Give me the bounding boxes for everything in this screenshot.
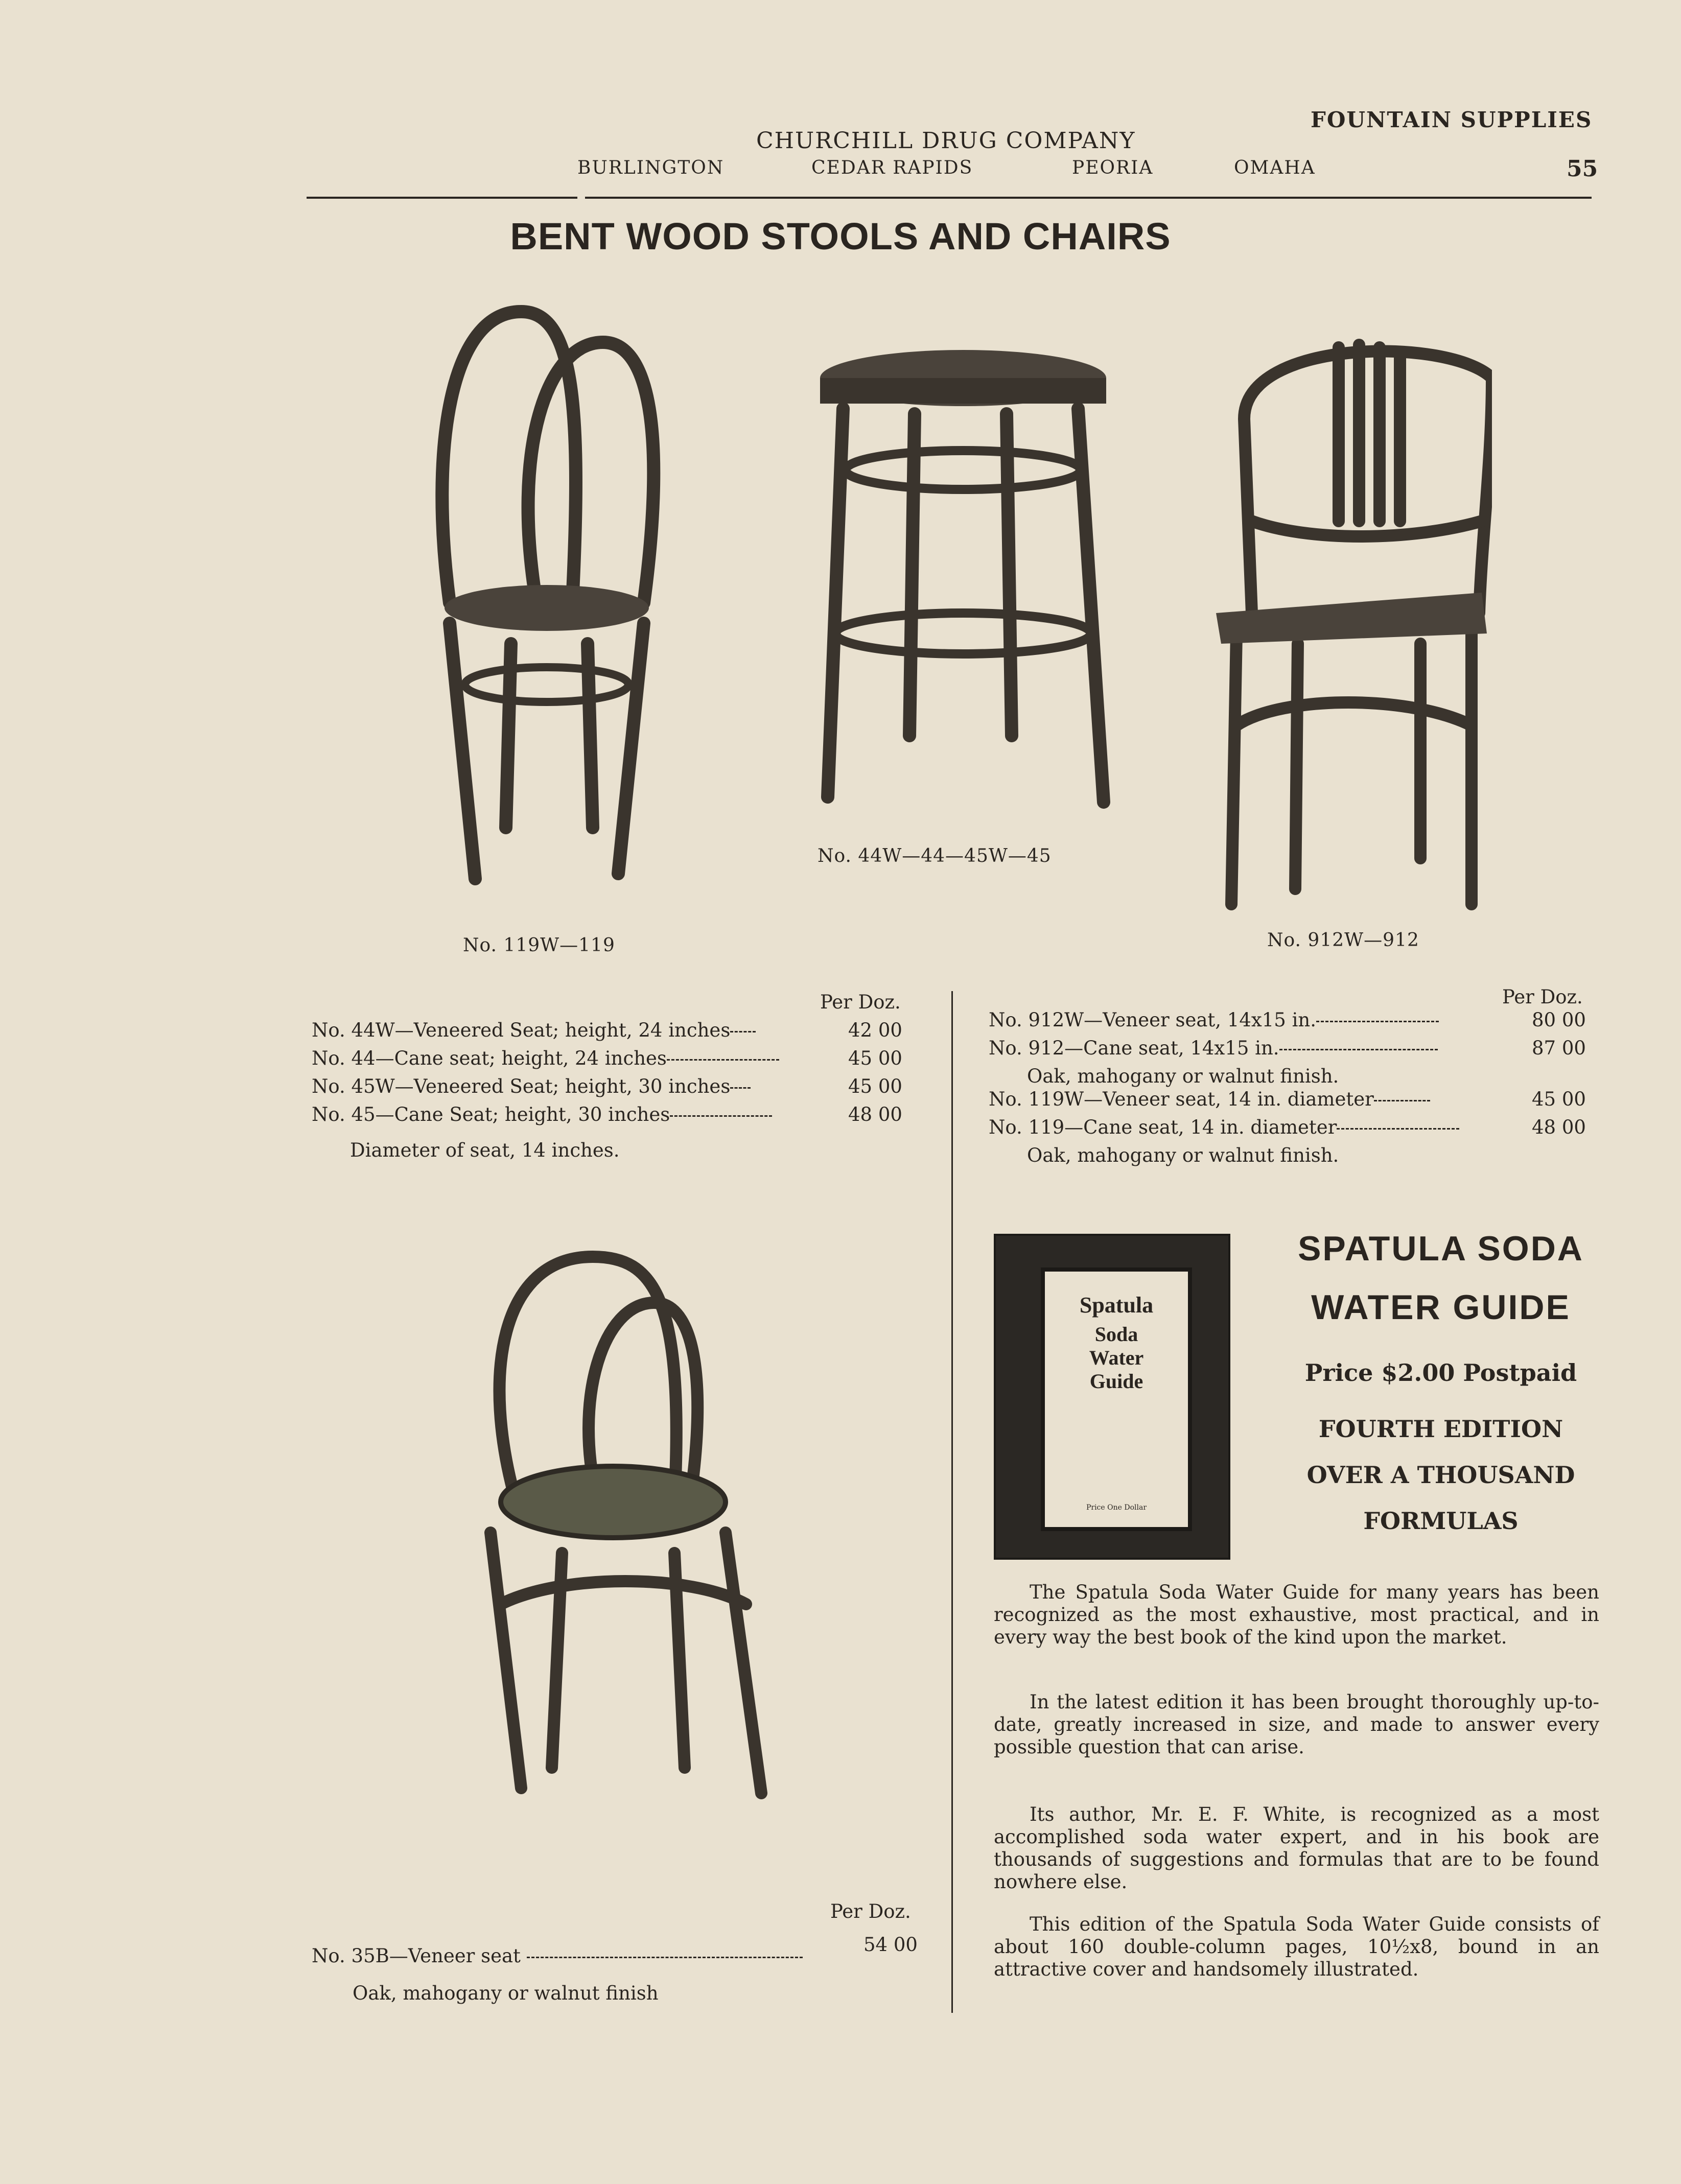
chair-912-caption: No. 912W—912: [1267, 930, 1419, 951]
left-table-note: Diameter of seat, 14 inches.: [350, 1139, 620, 1161]
table-row: [989, 1009, 1439, 1031]
table-row: [312, 1047, 779, 1069]
section-title: FOUNTAIN SUPPLIES: [1311, 107, 1593, 132]
row-label: No. 35B—Veneer seat: [312, 1945, 521, 1967]
ad-paragraph-2: In the latest edition it has been brought thoroughly up-to-date, greatly increased in size, and made to answer every possible question that can arise.: [994, 1691, 1599, 1758]
chair-35-note: Oak, mahogany or walnut finish: [353, 1982, 659, 2004]
ad-edition: FOURTH EDITION: [1318, 1415, 1563, 1443]
table-row: [312, 1075, 751, 1097]
book-cover-soda: Soda: [1094, 1323, 1138, 1346]
right-table-note-2: Oak, mahogany or walnut finish.: [1027, 1144, 1339, 1166]
row-price: 45 00: [848, 1047, 902, 1069]
row-price: 48 00: [848, 1103, 902, 1125]
table-row: [989, 1116, 1459, 1138]
row-label: No. 912—Cane seat, 14x15 in.: [989, 1037, 1279, 1059]
table-row: [989, 1037, 1438, 1059]
header-rule-right: [585, 197, 1592, 199]
ad-paragraph-3: Its author, Mr. E. F. White, is recognized as a most accomplished soda water expert, and in his book are thousands of suggestions and formulas that are to be found nowhere else.: [994, 1803, 1599, 1893]
page-number: 55: [1567, 156, 1598, 182]
city-peoria: PEORIA: [1072, 157, 1154, 178]
ad-price: Price $2.00 Postpaid: [1304, 1359, 1577, 1387]
book-cover-guide: Guide: [1089, 1370, 1143, 1393]
book-cover-water: Water: [1089, 1346, 1144, 1369]
row-label: No. 119—Cane seat, 14 in. diameter: [989, 1116, 1337, 1138]
row-price: 48 00: [1532, 1116, 1586, 1138]
book-cover-image: [994, 1234, 1230, 1560]
row-price: 80 00: [1532, 1009, 1586, 1031]
row-label: No. 119W—Veneer seat, 14 in. diameter: [989, 1088, 1374, 1110]
page-title: BENT WOOD STOOLS AND CHAIRS: [510, 215, 1171, 257]
left-per-doz-label: Per Doz.: [820, 991, 901, 1013]
row-price: 45 00: [848, 1075, 902, 1097]
city-cedar-rapids: CEDAR RAPIDS: [811, 157, 973, 178]
stool-44-illustration: [812, 347, 1114, 817]
chair-35-per-doz-label: Per Doz.: [830, 1900, 911, 1922]
ad-formulas-line-2: FORMULAS: [1363, 1507, 1519, 1535]
chair-35-illustration: [460, 1247, 787, 1814]
chair-119-caption: No. 119W—119: [463, 935, 615, 956]
city-omaha: OMAHA: [1234, 157, 1316, 178]
row-price: 45 00: [1532, 1088, 1586, 1110]
row-label: No. 44—Cane seat; height, 24 inches: [312, 1047, 667, 1069]
column-divider: [951, 991, 953, 2013]
stool-44-caption: No. 44W—44—45W—45: [818, 846, 1052, 866]
city-burlington: BURLINGTON: [577, 157, 725, 178]
right-table-note-1: Oak, mahogany or walnut finish.: [1027, 1065, 1339, 1087]
table-row: [312, 1945, 803, 1967]
chair-119-illustration: [419, 296, 685, 909]
table-row: [312, 1103, 772, 1125]
row-price: 42 00: [848, 1019, 902, 1041]
row-label: No. 44W—Veneered Seat; height, 24 inches: [312, 1019, 731, 1041]
book-cover-price: Price One Dollar: [1086, 1504, 1147, 1512]
ad-formulas-line-1: OVER A THOUSAND: [1306, 1461, 1575, 1489]
ad-title-line-1: SPATULA SODA: [1298, 1229, 1584, 1268]
ad-paragraph-4: This edition of the Spatula Soda Water Guide consists of about 160 double-column pages, 10½x8, bound in an attractive cover and handsomely illustrated.: [994, 1913, 1599, 1980]
book-cover-label: [1041, 1267, 1192, 1531]
row-label: No. 912W—Veneer seat, 14x15 in.: [989, 1009, 1317, 1031]
table-row: [312, 1019, 756, 1041]
row-price: 54 00: [863, 1934, 918, 1956]
book-cover-title-1: Spatula: [1079, 1293, 1154, 1318]
chair-912-illustration: [1206, 307, 1492, 914]
row-label: No. 45W—Veneered Seat; height, 30 inches: [312, 1075, 731, 1097]
book-cover-title-2: [1045, 1323, 1188, 1393]
ad-paragraph-1: The Spatula Soda Water Guide for many years has been recognized as the most exhaustive, most practical, and in every way the best book of the kind upon the market.: [994, 1581, 1599, 1648]
company-name: CHURCHILL DRUG COMPANY: [756, 128, 1136, 154]
table-row: [989, 1088, 1430, 1110]
header-rule-left: [307, 197, 577, 199]
ad-title-line-2: WATER GUIDE: [1311, 1288, 1571, 1327]
row-price: 87 00: [1532, 1037, 1586, 1059]
row-label: No. 45—Cane Seat; height, 30 inches: [312, 1103, 670, 1125]
right-per-doz-label: Per Doz.: [1502, 986, 1583, 1008]
